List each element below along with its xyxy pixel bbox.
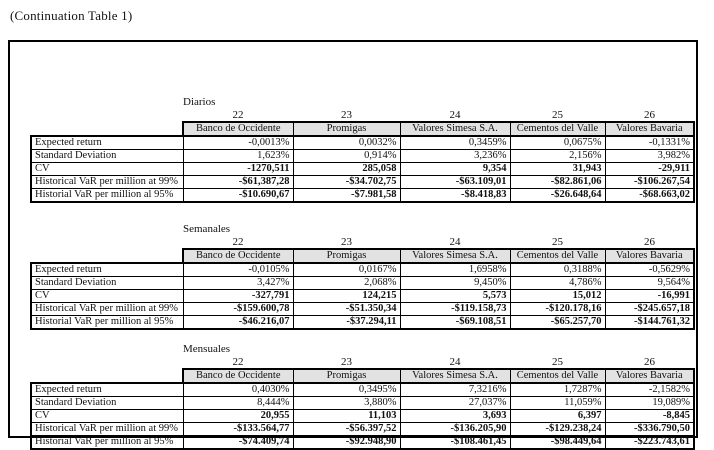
value-cell: -$8.418,83 [400,189,510,203]
section-title: Semanales [183,223,231,235]
column-number: 23 [341,356,352,368]
value-cell: 3,693 [400,410,510,423]
value-cell: -$37.294,11 [293,316,400,330]
column-header: Valores Simesa S.A. [400,249,510,263]
value-cell: -1270,511 [183,163,293,176]
column-header: Promigas [293,249,400,263]
row-label: Expected return [31,136,183,150]
table-row [31,277,694,290]
column-header: Valores Simesa S.A. [400,369,510,383]
value-cell: 31,943 [510,163,605,176]
column-header: Banco de Occidente [183,249,293,263]
row-label: CV [31,410,183,423]
row-label: Historial VaR per million al 95% [31,189,183,203]
value-cell: -0,1331% [605,136,694,150]
value-cell: -$82.861,06 [510,176,605,189]
spacer-cell [31,236,183,249]
value-cell: -$26.648,64 [510,189,605,203]
value-cell: -8,845 [605,410,694,423]
value-cell: -0,0013% [183,136,293,150]
value-cell: 27,037% [400,397,510,410]
value-cell: -$61,387,28 [183,176,293,189]
column-number: 25 [552,356,563,368]
value-cell: -$46.216,07 [183,316,293,330]
value-cell: -$63.109,01 [400,176,510,189]
value-cell: 0,914% [293,150,400,163]
value-cell: -$34.702,75 [293,176,400,189]
value-cell: 3,427% [183,277,293,290]
value-cell: 4,786% [510,277,605,290]
value-cell: 9,450% [400,277,510,290]
column-number: 22 [232,356,244,368]
value-cell: -$120.178,16 [510,303,605,316]
row-label: CV [31,163,183,176]
value-cell: 0,0167% [293,263,400,277]
column-number: 26 [644,236,655,248]
page-title: (Continuation Table 1) [10,8,133,23]
value-cell: -$69.108,51 [400,316,510,330]
column-number: 26 [644,356,655,368]
column-number: 24 [449,356,461,368]
value-cell: -$136.205,90 [400,423,510,436]
row-label: Expected return [31,263,183,277]
value-cell: 7,3216% [400,383,510,397]
row-label: CV [31,290,183,303]
spacer-cell [31,356,183,369]
table-row [31,290,694,303]
table-row [31,410,694,423]
table-row [31,397,694,410]
value-cell: -$10.690,67 [183,189,293,203]
column-number: 23 [341,109,352,121]
section-title: Diarios [183,96,216,108]
diarios-table [30,109,695,203]
value-cell: 19,089% [605,397,694,410]
column-number: 23 [341,236,352,248]
value-cell: -29,911 [605,163,694,176]
content-box [8,40,698,447]
value-cell: 20,955 [183,410,293,423]
value-cell: 6,397 [510,410,605,423]
value-cell: 9,564% [605,277,694,290]
row-label: Historial VaR per million al 95% [31,436,183,450]
value-cell: 1,623% [183,150,293,163]
value-cell: 15,012 [510,290,605,303]
value-cell: 1,7287% [510,383,605,397]
section-semanales [30,223,700,330]
value-cell: -$98.449,64 [510,436,605,450]
value-cell: -$245.657,18 [605,303,694,316]
column-header: Valores Simesa S.A. [400,122,510,136]
row-label: Standard Deviation [31,277,183,290]
column-header: Promigas [293,122,400,136]
value-cell: 0,0675% [510,136,605,150]
value-cell: 3,236% [400,150,510,163]
value-cell: 2,156% [510,150,605,163]
table-row [31,383,694,397]
value-cell: 9,354 [400,163,510,176]
value-cell: -$133.564,77 [183,423,293,436]
value-cell: -$129.238,24 [510,423,605,436]
column-header: Cementos del Valle [510,249,605,263]
value-cell: -2,1582% [605,383,694,397]
value-cell: 285,058 [293,163,400,176]
value-cell: -$119.158,73 [400,303,510,316]
value-cell: -0,5629% [605,263,694,277]
section-diarios [30,96,700,203]
column-number: 25 [552,109,563,121]
value-cell: -$336.790,50 [605,423,694,436]
row-label: Expected return [31,383,183,397]
row-label: Historial VaR per million al 95% [31,316,183,330]
row-label: Historical VaR per million at 99% [31,303,183,316]
value-cell: 3,982% [605,150,694,163]
table-row [31,303,694,316]
column-number: 25 [552,236,563,248]
value-cell: -$144.761,32 [605,316,694,330]
value-cell: -$74.409,74 [183,436,293,450]
column-header: Cementos del Valle [510,122,605,136]
row-label: Historical VaR per million at 99% [31,423,183,436]
value-cell: 11,059% [510,397,605,410]
spacer-cell [31,122,183,136]
spacer-cell [31,249,183,263]
value-cell: 11,103 [293,410,400,423]
value-cell: -0,0105% [183,263,293,277]
column-number: 24 [449,109,461,121]
value-cell: -327,791 [183,290,293,303]
value-cell: -$108.461,45 [400,436,510,450]
column-header: Valores Bavaria [605,122,694,136]
column-number: 22 [232,109,244,121]
row-label: Standard Deviation [31,150,183,163]
value-cell: -$159.600,78 [183,303,293,316]
value-cell: 0,3495% [293,383,400,397]
value-cell: 5,573 [400,290,510,303]
value-cell: -$51.350,34 [293,303,400,316]
value-cell: -$68.663,02 [605,189,694,203]
value-cell: 124,215 [293,290,400,303]
column-header: Promigas [293,369,400,383]
value-cell: 2,068% [293,277,400,290]
column-header: Valores Bavaria [605,249,694,263]
table-row [31,263,694,277]
table-row [31,150,694,163]
value-cell: 8,444% [183,397,293,410]
table-row [31,176,694,189]
table-row [31,316,694,330]
column-number: 22 [232,236,244,248]
value-cell: 0,3188% [510,263,605,277]
section-mensuales [30,343,700,450]
column-header: Valores Bavaria [605,369,694,383]
column-header: Banco de Occidente [183,122,293,136]
value-cell: -$106.267,54 [605,176,694,189]
value-cell: 0,0032% [293,136,400,150]
value-cell: 0,3459% [400,136,510,150]
spacer-cell [31,109,183,122]
column-header: Banco de Occidente [183,369,293,383]
spacer-cell [31,369,183,383]
value-cell: -$65.257,70 [510,316,605,330]
value-cell: -$56.397,52 [293,423,400,436]
column-number: 26 [644,109,655,121]
value-cell: 3,880% [293,397,400,410]
value-cell: 0,4030% [183,383,293,397]
column-number: 24 [449,236,461,248]
column-header: Cementos del Valle [510,369,605,383]
table-row [31,136,694,150]
row-label: Standard Deviation [31,397,183,410]
table-row [31,189,694,203]
value-cell: -$92.948,90 [293,436,400,450]
mensuales-table [30,356,695,450]
row-label: Historical VaR per million at 99% [31,176,183,189]
table-row [31,163,694,176]
value-cell: -$7.981,58 [293,189,400,203]
table-row [31,423,694,436]
value-cell: 1,6958% [400,263,510,277]
semanales-table [30,236,695,330]
section-title: Mensuales [183,343,231,355]
value-cell: -$223.743,61 [605,436,694,450]
value-cell: -16,991 [605,290,694,303]
